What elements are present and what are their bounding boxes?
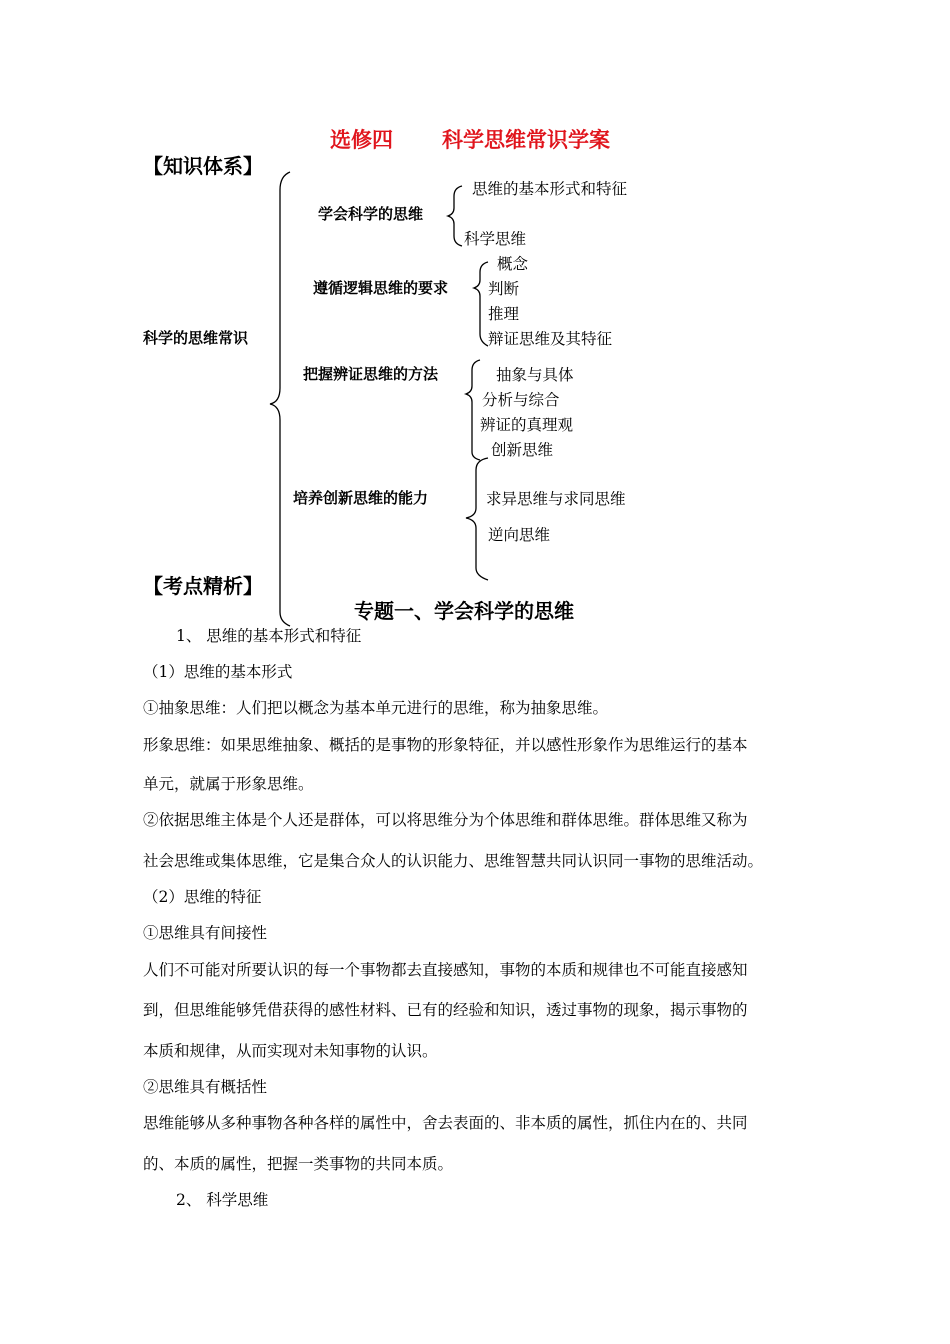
section-knowledge-heading: 【知识体系】 bbox=[143, 154, 263, 178]
branch-3-leaf-1: 抽象与具体 bbox=[496, 366, 574, 384]
paragraph-line: 的、本质的属性，把握一类事物的共同本质。 bbox=[143, 1155, 454, 1173]
heading-1: 1、 思维的基本形式和特征 bbox=[176, 627, 362, 645]
branch-1-leaf-1: 思维的基本形式和特征 bbox=[472, 180, 628, 198]
subheading-1: （1）思维的基本形式 bbox=[143, 663, 293, 681]
mindmap-braces bbox=[0, 0, 950, 640]
paragraph-line: 思维能够从多种事物各种各样的属性中，舍去表面的、非本质的属性，抓住内在的、共同 bbox=[143, 1114, 748, 1132]
branch-4-leaf-2: 逆向思维 bbox=[488, 526, 551, 544]
paragraph-line: 本质和规律，从而实现对未知事物的认识。 bbox=[143, 1042, 438, 1060]
brace-2 bbox=[474, 262, 488, 346]
paragraph-line: 形象思维：如果思维抽象、概括的是事物的形象特征，并以感性形象作为思维运行的基本 bbox=[143, 736, 748, 754]
topic-title: 专题一、学会科学的思维 bbox=[354, 599, 574, 623]
mindmap-center-label: 科学的思维常识 bbox=[143, 329, 249, 347]
paragraph-line: ②依据思维主体是个人还是群体，可以将思维分为个体思维和群体思维。群体思维又称为 bbox=[143, 811, 748, 829]
branch-2-label: 遵循逻辑思维的要求 bbox=[313, 279, 449, 297]
branch-4-label: 培养创新思维的能力 bbox=[293, 489, 429, 507]
branch-2-leaf-1: 概念 bbox=[497, 255, 529, 273]
section-points-heading: 【考点精析】 bbox=[143, 574, 263, 598]
paragraph-line: ①思维具有间接性 bbox=[143, 924, 268, 942]
title-prefix: 选修四 bbox=[330, 127, 393, 152]
branch-1-leaf-2: 科学思维 bbox=[464, 230, 527, 248]
page-title: 科学思维常识学案 bbox=[442, 127, 610, 152]
branch-3-leaf-3: 辨证的真理观 bbox=[480, 416, 574, 434]
brace-4 bbox=[466, 458, 488, 580]
branch-1-label: 学会科学的思维 bbox=[318, 205, 424, 223]
paragraph-line: ②思维具有概括性 bbox=[143, 1078, 268, 1096]
paragraph-line: 社会思维或集体思维，它是集合众人的认识能力、思维智慧共同认识同一事物的思维活动。 bbox=[143, 852, 764, 870]
brace-3 bbox=[466, 360, 480, 460]
heading-2: 2、 科学思维 bbox=[176, 1191, 269, 1209]
branch-4-leaf-1: 求异思维与求同思维 bbox=[486, 490, 626, 508]
paragraph-line: ①抽象思维：人们把以概念为基本单元进行的思维，称为抽象思维。 bbox=[143, 699, 609, 717]
branch-3-leaf-4: 创新思维 bbox=[491, 441, 554, 459]
paragraph-line: 人们不可能对所要认识的每一个事物都去直接感知，事物的本质和规律也不可能直接感知 bbox=[143, 961, 748, 979]
main-brace bbox=[270, 172, 290, 626]
branch-3-label: 把握辨证思维的方法 bbox=[303, 365, 439, 383]
branch-2-leaf-2: 判断 bbox=[488, 280, 520, 298]
subheading-2: （2）思维的特征 bbox=[143, 888, 262, 906]
brace-1 bbox=[448, 186, 462, 246]
paragraph-line: 到，但思维能够凭借获得的感性材料、已有的经验和知识，透过事物的现象，揭示事物的 bbox=[143, 1001, 748, 1019]
branch-2-leaf-4: 辩证思维及其特征 bbox=[488, 330, 613, 348]
branch-3-leaf-2: 分析与综合 bbox=[482, 391, 560, 409]
branch-2-leaf-3: 推理 bbox=[488, 305, 520, 323]
paragraph-line: 单元，就属于形象思维。 bbox=[143, 775, 314, 793]
